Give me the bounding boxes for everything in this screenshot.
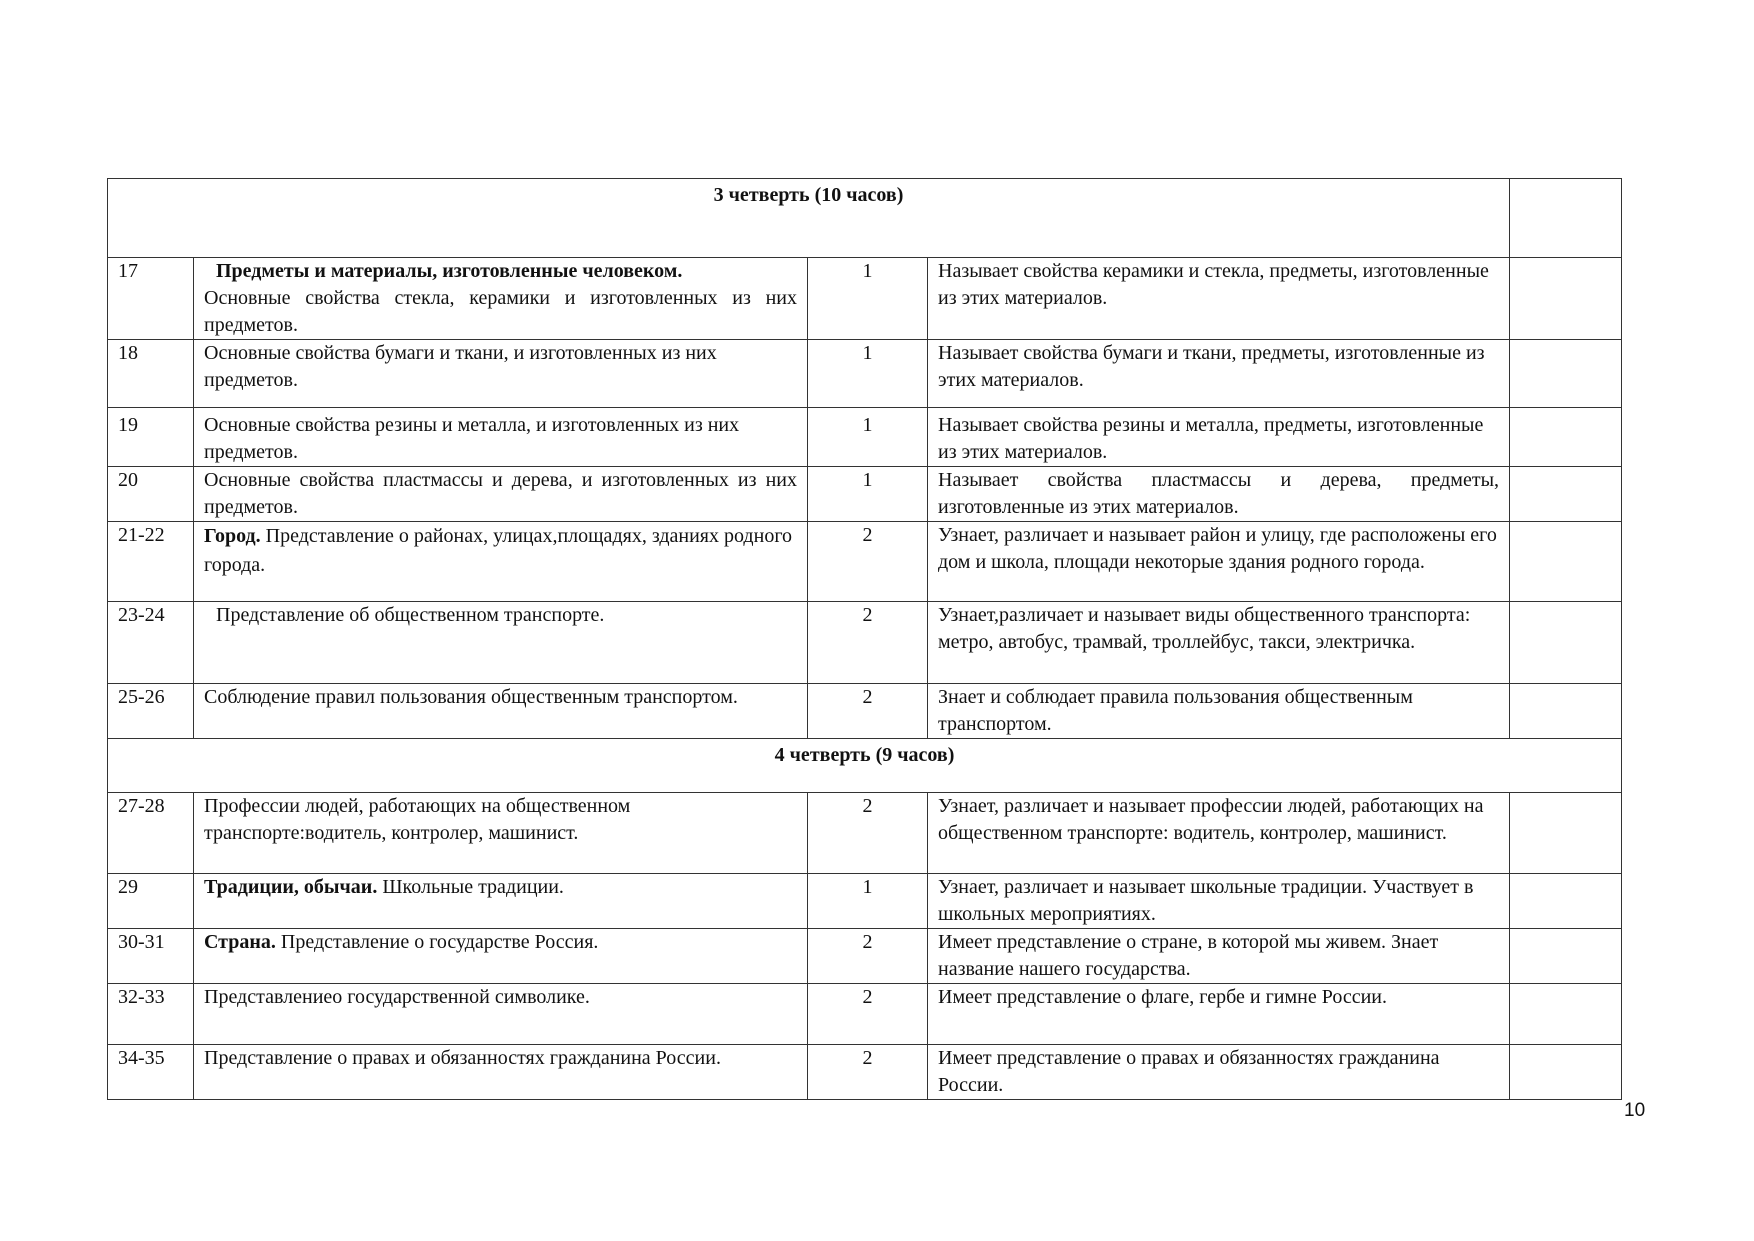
topic-heading: Город. xyxy=(204,525,261,547)
lesson-topic xyxy=(194,874,808,929)
table-row xyxy=(108,602,1622,684)
table-row xyxy=(108,340,1622,408)
topic-heading: Предметы и материалы, изготовленные человеком. xyxy=(216,260,683,282)
lesson-result: Называет свойства резины и металла, предметы, изготовленные из этих материалов. xyxy=(928,408,1510,467)
lesson-number: 21-22 xyxy=(108,522,194,602)
lesson-hours: 2 xyxy=(808,522,928,602)
lesson-hours: 2 xyxy=(808,684,928,739)
lesson-topic xyxy=(194,258,808,340)
lesson-number: 25-26 xyxy=(108,684,194,739)
lesson-number: 34-35 xyxy=(108,1045,194,1100)
topic-heading: Страна. xyxy=(204,931,276,953)
lesson-hours: 2 xyxy=(808,984,928,1045)
lesson-result: Узнает,различает и называет виды общественного транспорта: метро, автобус, трамвай, троллейбус, такси, электричка. xyxy=(928,602,1510,684)
topic-text: Представление о районах, улицах,площадях, зданиях родного города. xyxy=(204,525,793,576)
quarter-3-header-row xyxy=(108,179,1622,258)
lesson-hours: 2 xyxy=(808,602,928,684)
empty-cell xyxy=(1510,340,1622,408)
table-row xyxy=(108,929,1622,984)
lesson-result: Имеет представление о стране, в которой мы живем. Знает название нашего государства. xyxy=(928,929,1510,984)
empty-cell xyxy=(1510,258,1622,340)
lesson-number: 19 xyxy=(108,408,194,467)
lesson-number: 20 xyxy=(108,467,194,522)
empty-cell xyxy=(1510,984,1622,1045)
empty-cell xyxy=(1510,467,1622,522)
empty-cell xyxy=(1510,522,1622,602)
topic-heading: Традиции, обычаи. xyxy=(204,876,378,898)
lesson-result: Называет свойства бумаги и ткани, предметы, изготовленные из этих материалов. xyxy=(928,340,1510,408)
table-row xyxy=(108,874,1622,929)
quarter-4-title: 4 четверть (9 часов) xyxy=(108,739,1622,793)
lesson-result: Узнает, различает и называет район и улицу, где расположены его дом и школа, площади некоторые здания родного города. xyxy=(928,522,1510,602)
lesson-topic: Основные свойства бумаги и ткани, и изготовленных из них предметов. xyxy=(194,340,808,408)
lesson-topic: Основные свойства пластмассы и дерева, и изготовленных из них предметов. xyxy=(194,467,808,522)
lesson-result: Узнает, различает и называет профессии людей, работающих на общественном транспорте: водитель, контролер, машинист. xyxy=(928,793,1510,874)
lesson-hours: 2 xyxy=(808,1045,928,1100)
table-row xyxy=(108,984,1622,1045)
empty-cell xyxy=(1510,684,1622,739)
topic-text: Представление о государстве Россия. xyxy=(280,931,599,953)
table-row xyxy=(108,1045,1622,1100)
empty-cell xyxy=(1510,874,1622,929)
topic-text: Школьные традиции. xyxy=(382,876,564,898)
lesson-topic xyxy=(194,929,808,984)
empty-cell xyxy=(1510,1045,1622,1100)
table-row xyxy=(108,408,1622,467)
lesson-hours: 1 xyxy=(808,467,928,522)
lesson-hours: 1 xyxy=(808,408,928,467)
lesson-result: Называет свойства керамики и стекла, предметы, изготовленные из этих материалов. xyxy=(928,258,1510,340)
lesson-plan-table xyxy=(107,178,1622,1100)
lesson-topic: Соблюдение правил пользования общественным транспортом. xyxy=(194,684,808,739)
topic-text: Основные свойства стекла, керамики и изготовленных из них предметов. xyxy=(204,287,797,336)
empty-cell xyxy=(1510,179,1622,258)
lesson-topic: Представлениео государственной символике. xyxy=(194,984,808,1045)
lesson-hours: 1 xyxy=(808,258,928,340)
lesson-hours: 1 xyxy=(808,340,928,408)
table-row xyxy=(108,793,1622,874)
lesson-result: Узнает, различает и называет школьные традиции. Участвует в школьных мероприятиях. xyxy=(928,874,1510,929)
table-row xyxy=(108,522,1622,602)
lesson-result: Знает и соблюдает правила пользования общественным транспортом. xyxy=(928,684,1510,739)
table-row xyxy=(108,467,1622,522)
page-number: 10 xyxy=(1624,1100,1646,1121)
lesson-topic: Профессии людей, работающих на общественном транспорте:водитель, контролер, машинист. xyxy=(194,793,808,874)
lesson-number: 17 xyxy=(108,258,194,340)
empty-cell xyxy=(1510,602,1622,684)
lesson-result: Имеет представление о флаге, гербе и гимне России. xyxy=(928,984,1510,1045)
quarter-4-header-row xyxy=(108,739,1622,793)
lesson-hours: 1 xyxy=(808,874,928,929)
lesson-result: Имеет представление о правах и обязанностях гражданина России. xyxy=(928,1045,1510,1100)
lesson-topic: Основные свойства резины и металла, и изготовленных из них предметов. xyxy=(194,408,808,467)
lesson-topic xyxy=(194,522,808,602)
empty-cell xyxy=(1510,408,1622,467)
lesson-number: 30-31 xyxy=(108,929,194,984)
lesson-number: 18 xyxy=(108,340,194,408)
lesson-hours: 2 xyxy=(808,929,928,984)
lesson-topic: Представление об общественном транспорте. xyxy=(194,602,808,684)
table-row xyxy=(108,684,1622,739)
lesson-hours: 2 xyxy=(808,793,928,874)
empty-cell xyxy=(1510,929,1622,984)
lesson-number: 29 xyxy=(108,874,194,929)
table-row xyxy=(108,258,1622,340)
lesson-result: Называет свойства пластмассы и дерева, предметы, изготовленные из этих материалов. xyxy=(928,467,1510,522)
lesson-number: 23-24 xyxy=(108,602,194,684)
lesson-topic: Представление о правах и обязанностях гражданина России. xyxy=(194,1045,808,1100)
empty-cell xyxy=(1510,793,1622,874)
quarter-3-title: 3 четверть (10 часов) xyxy=(108,179,1510,258)
lesson-number: 27-28 xyxy=(108,793,194,874)
lesson-number: 32-33 xyxy=(108,984,194,1045)
